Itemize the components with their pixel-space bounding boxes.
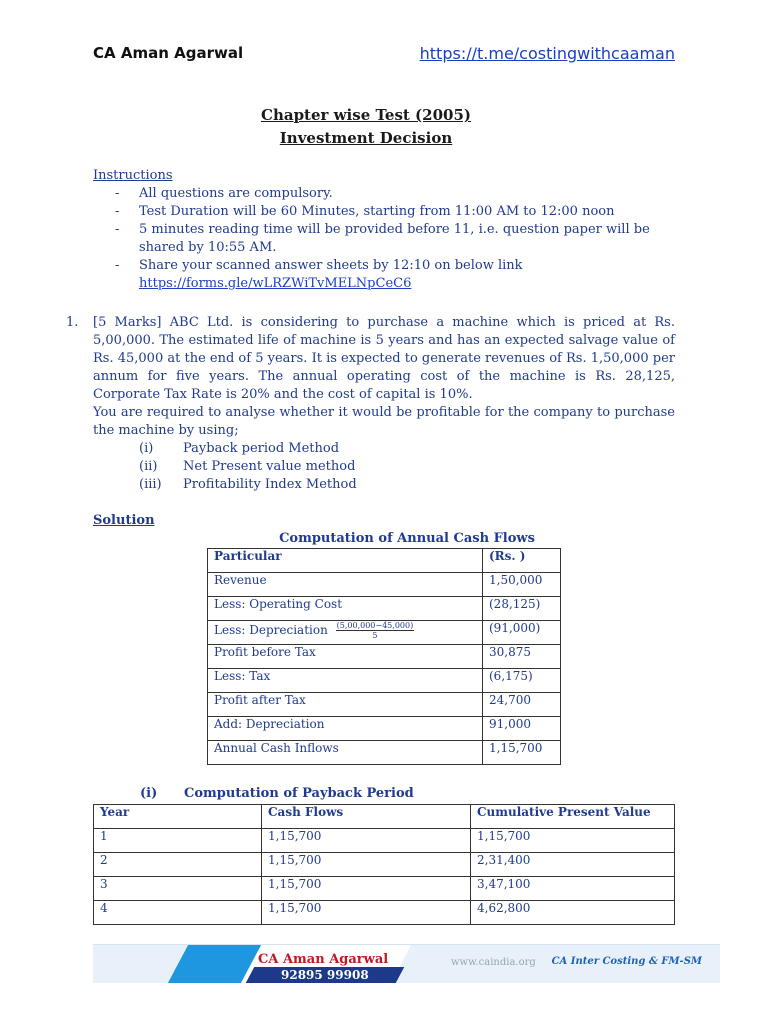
amount-cell: 30,875 xyxy=(483,645,561,669)
column-header: Cumulative Present Value xyxy=(471,805,675,829)
instruction-item: - 5 minutes reading time will be provided before 11, i.e. question paper will be shared by 10:55 AM. xyxy=(115,221,675,257)
question-text: [5 Marks] ABC Ltd. is considering to purchase a machine which is priced at Rs. 5,00,000. The estimated life of machine is 5 years and has an expected salvage value of Rs. 45,000 at the end of 5 years. It is expected to generate revenues of Rs. 1,50,000 per annum for five years. The annual operating cost of the machine is Rs. 28,125, Corporate Tax Rate is 20% and the cost of capital is 10%. xyxy=(93,315,675,402)
table-row xyxy=(208,693,561,717)
question-task: You are required to analyse whether it would be profitable for the company to purchase the machine by using; xyxy=(93,405,675,438)
amount-cell: 1,15,700 xyxy=(483,741,561,765)
method-item xyxy=(139,476,675,494)
answer-form-link[interactable]: https://forms.gle/wLRZWiTvMELNpCeC6 xyxy=(139,276,412,291)
table-row xyxy=(208,645,561,669)
cumulative-cell: 2,31,400 xyxy=(471,853,675,877)
amount-cell: 1,50,000 xyxy=(483,573,561,597)
method-list xyxy=(139,440,675,494)
footer-phone xyxy=(246,967,405,983)
amount-cell: (28,125) xyxy=(483,597,561,621)
test-title: Chapter wise Test (2005) xyxy=(261,106,471,124)
cumulative-cell: 3,47,100 xyxy=(471,877,675,901)
instruction-item: - All questions are compulsory. xyxy=(115,185,675,203)
method-label: Profitability Index Method xyxy=(183,477,357,492)
amount-cell: 91,000 xyxy=(483,717,561,741)
amount-cell: (91,000) xyxy=(483,621,561,645)
particular-cell: Profit before Tax xyxy=(208,645,483,669)
question-1 xyxy=(66,314,675,494)
method-label: Payback period Method xyxy=(183,441,340,456)
cumulative-cell: 1,15,700 xyxy=(471,829,675,853)
amount-cell: (6,175) xyxy=(483,669,561,693)
table-row xyxy=(208,717,561,741)
solution-heading: Solution xyxy=(93,513,155,528)
fraction-numerator: (5,00,000−45,000) xyxy=(336,621,414,630)
telegram-link[interactable]: https://t.me/costingwithcaaman xyxy=(419,44,675,63)
instruction-item: - Test Duration will be 60 Minutes, starting from 11:00 AM to 12:00 noon xyxy=(115,203,675,221)
footer-name: CA Aman Agarwal xyxy=(258,952,389,967)
table-header-row xyxy=(208,549,561,573)
particular-cell xyxy=(208,621,483,645)
column-header: Particular xyxy=(208,549,483,573)
instruction-item xyxy=(115,257,675,293)
instructions-list xyxy=(115,185,675,293)
footer-phone-text: 92895 99908 xyxy=(281,968,369,982)
table-row xyxy=(208,741,561,765)
column-header: Year xyxy=(94,805,262,829)
table-row xyxy=(208,669,561,693)
particular-cell: Revenue xyxy=(208,573,483,597)
payback-table xyxy=(93,804,675,925)
column-header: (Rs. ) xyxy=(483,549,561,573)
payback-numeral: (i) xyxy=(140,786,158,801)
method-item xyxy=(139,440,675,458)
instructions-heading: Instructions xyxy=(93,168,173,183)
year-cell: 4 xyxy=(94,901,262,925)
method-numeral: (ii) xyxy=(139,459,158,474)
cash-flow-table xyxy=(207,548,561,765)
cash-flow-title: Computation of Annual Cash Flows xyxy=(279,531,535,546)
particular-cell: Profit after Tax xyxy=(208,693,483,717)
year-cell: 3 xyxy=(94,877,262,901)
cash-flow-cell: 1,15,700 xyxy=(262,901,471,925)
table-header-row xyxy=(94,805,675,829)
amount-cell: 24,700 xyxy=(483,693,561,717)
table-row xyxy=(94,853,675,877)
header-author: CA Aman Agarwal xyxy=(93,44,244,62)
depreciation-fraction xyxy=(336,621,415,640)
method-label: Net Present value method xyxy=(183,459,356,474)
chapter-title: Investment Decision xyxy=(279,129,453,147)
payback-title xyxy=(140,786,414,801)
payback-title-text: Computation of Payback Period xyxy=(184,786,414,801)
year-cell: 1 xyxy=(94,829,262,853)
particular-cell: Less: Tax xyxy=(208,669,483,693)
method-numeral: (iii) xyxy=(139,477,162,492)
footer-banner xyxy=(93,944,720,983)
table-row xyxy=(94,901,675,925)
question-number: 1. xyxy=(66,315,79,330)
table-row xyxy=(94,877,675,901)
cash-flow-cell: 1,15,700 xyxy=(262,877,471,901)
table-row xyxy=(208,597,561,621)
cash-flow-cell: 1,15,700 xyxy=(262,829,471,853)
depreciation-label: Less: Depreciation xyxy=(214,623,328,637)
particular-cell: Add: Depreciation xyxy=(208,717,483,741)
method-item xyxy=(139,458,675,476)
footer-website: www.caindia.org xyxy=(451,957,536,968)
method-numeral: (i) xyxy=(139,441,154,456)
particular-cell: Less: Operating Cost xyxy=(208,597,483,621)
table-row xyxy=(208,621,561,645)
cumulative-cell: 4,62,800 xyxy=(471,901,675,925)
cash-flow-cell: 1,15,700 xyxy=(262,853,471,877)
year-cell: 2 xyxy=(94,853,262,877)
table-row xyxy=(208,573,561,597)
table-row xyxy=(94,829,675,853)
particular-cell: Annual Cash Inflows xyxy=(208,741,483,765)
footer-tagline: CA Inter Costing & FM-SM xyxy=(551,956,702,967)
fraction-denominator: 5 xyxy=(372,631,378,640)
column-header: Cash Flows xyxy=(262,805,471,829)
instruction-text: Share your scanned answer sheets by 12:10 on below link xyxy=(139,258,523,273)
